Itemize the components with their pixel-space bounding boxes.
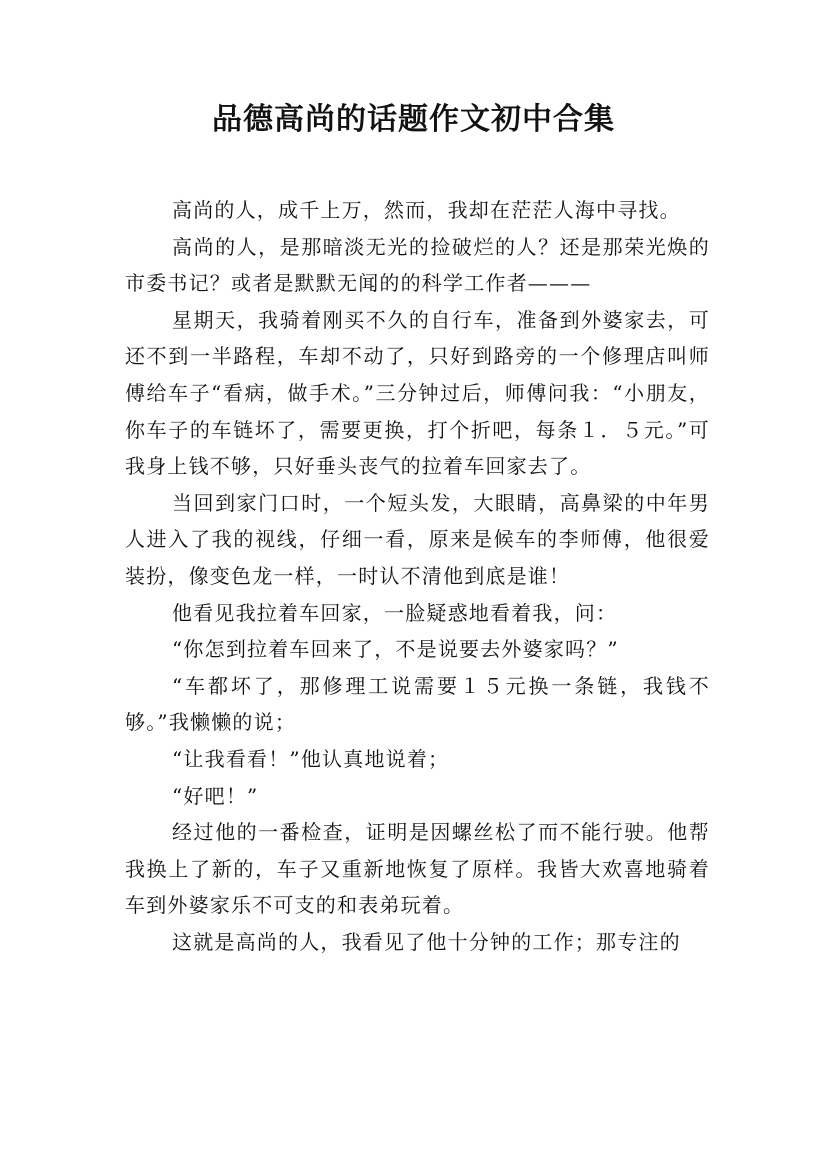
paragraph: 经过他的一番检查，证明是因螺丝松了而不能行驶。他帮我换上了新的，车子又重新地恢复了原样。我皆大欢喜地骑着车到外婆家乐不可支的和表弟玩着。	[125, 820, 710, 918]
paragraph: “车都坏了，那修理工说需要１５元换一条链，我钱不够。”我懒懒的说；	[125, 673, 710, 735]
paragraph: 高尚的人，是那暗淡无光的捡破烂的人？还是那荣光焕的市委书记？或者是默默无闻的的科学工作者———	[125, 234, 710, 296]
paragraph: “你怎到拉着车回来了，不是说要去外婆家吗？”	[172, 637, 619, 662]
paragraph: 高尚的人，成千上万，然而，我却在茫茫人海中寻找。	[172, 198, 681, 222]
document-body	[125, 192, 710, 960]
paragraph: 星期天，我骑着刚买不久的自行车，准备到外婆家去，可还不到一半路程，车却不动了，只好到路旁的一个修理店叫师傅给车子“看病，做手术。”三分钟过后，师傅问我：“小朋友，你车子的车链坏了，需要更换，打个折吧，每条１．５元。”可我身上钱不够，只好垂头丧气的拉着车回家去了。	[125, 307, 710, 479]
paragraph: 当回到家门口时，一个短头发，大眼睛，高鼻梁的中年男人进入了我的视线，仔细一看，原来是候车的李师傅，他很爱装扮，像变色龙一样，一时认不清他到底是谁！	[125, 490, 710, 588]
paragraph: “好吧！”	[172, 783, 259, 808]
paragraph: 他看见我拉着车回家，一脸疑惑地看着我，问：	[172, 600, 618, 625]
paragraph: 这就是高尚的人，我看见了他十分钟的工作；那专注的	[172, 929, 681, 954]
document-title: 品德高尚的话题作文初中合集	[212, 102, 615, 137]
paragraph: “让我看看！”他认真地说着；	[172, 746, 450, 771]
